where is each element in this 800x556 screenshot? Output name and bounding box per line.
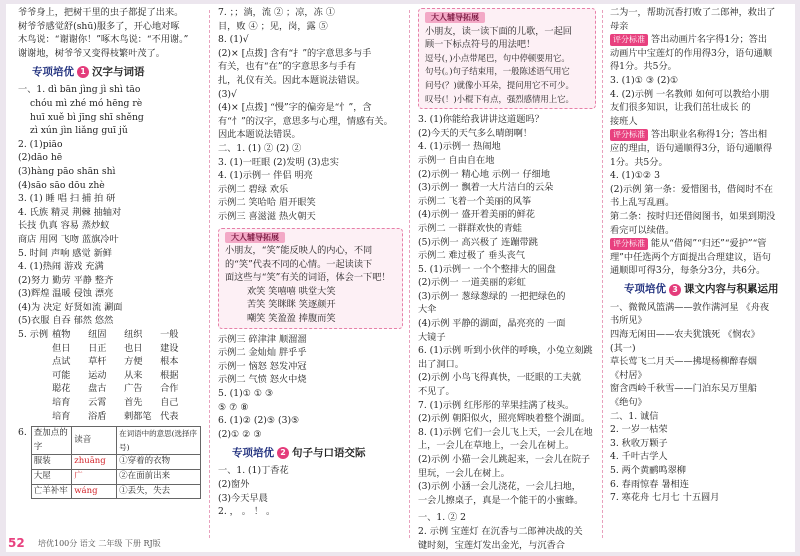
answer-line: 不见了。 xyxy=(418,386,455,398)
section-label: 专项培优 xyxy=(624,283,666,296)
grid-word: 培育 xyxy=(52,397,71,409)
section-label: 专项培优 xyxy=(232,446,274,459)
tutor-extension-box xyxy=(218,228,403,329)
answer-line: 里玩，一会儿在树上。 xyxy=(418,467,510,479)
answer-line: 5. 两个黄鹂鸣翠柳 xyxy=(610,465,686,476)
answer-line: 3. (1)一旺眼 (2)发明 (3)忠实 xyxy=(218,156,339,168)
answer-line: 3. (1)① ③ (2)① xyxy=(610,74,679,86)
answer-line: 2. (1)piāo xyxy=(18,138,63,150)
section-title: 句子与口语交际 xyxy=(292,446,366,459)
answer-line: 一、微微风篮满——敦作满河星 《舟夜 xyxy=(610,301,770,313)
answer-line: (3)hàng pāo shān shì xyxy=(18,165,116,177)
answer-line: 4. (1)①② 3 xyxy=(610,170,660,182)
grid-word: 可能 xyxy=(52,369,71,381)
box-heading: 大人辅导拓展 xyxy=(225,232,285,243)
box-line: 问号(？)就像小耳朵，提问用它不可少。 xyxy=(425,79,574,90)
answer-line: 四海无闲田——农夫犹饿死 《悯农》 xyxy=(610,329,760,341)
column-1 xyxy=(18,6,201,499)
answer-line: 7. ；；淌，流 ② ；凉，冻 ① xyxy=(218,7,335,18)
scoring-line xyxy=(610,128,790,142)
scoring-line: 1分。共5分。 xyxy=(610,156,668,168)
answer-line: 一、1. (1)丁香花 xyxy=(218,465,289,477)
answer-line: 出了洞口。 xyxy=(418,358,464,370)
answer-line: (2)示例一 精心地 示例一 仔细地 xyxy=(418,168,551,180)
answer-line: 示例三 碎津津 顺溜溜 xyxy=(218,333,307,345)
box-heading: 大人辅导拓展 xyxy=(425,12,485,23)
answer-line: (3)辉煌 温暖 侵蚀 漂亮 xyxy=(18,288,114,300)
scoring-text: 答出职业名称得1分；答出相 xyxy=(650,129,768,141)
column-divider xyxy=(602,10,603,538)
answer-line: (4)示例 平静的湖面，晶亮亮的 一面 xyxy=(418,318,566,330)
grid-word: 也日 xyxy=(124,342,143,354)
section-number: 3 xyxy=(669,284,681,296)
table-cell: 服装 xyxy=(31,455,72,470)
answer-line: (2)示例 小鸟飞得真快，一眨眼的工夫就 xyxy=(418,372,581,384)
grid-word: 纽固 xyxy=(88,329,107,341)
pinyin-line: 一、1. dì bān jìng jì shì tāo xyxy=(18,84,141,96)
answer-line: 有“忄”的汉字，意思多与心理，情感有关。 xyxy=(218,115,393,127)
answer-line: 8. (1)√ xyxy=(218,34,249,46)
table-cell: ②在面前出来 xyxy=(117,470,201,485)
grid-word: 但日 xyxy=(52,342,71,354)
table-cell: wáng xyxy=(72,484,117,499)
answer-line: 8. (1)示例 它们一会儿飞上天，一会儿在地 xyxy=(418,426,593,438)
q5-grid xyxy=(52,328,194,423)
grid-word: 首先 xyxy=(124,397,143,409)
answer-line: 示例三 喜滋滋 热火朝天 xyxy=(218,210,316,222)
answer-line: 大伞 xyxy=(418,304,437,316)
section-label: 专项培优 xyxy=(32,65,74,78)
scoring-text: 能从“借阅”“归还”“爱护”“管 xyxy=(650,238,767,250)
answer-page xyxy=(6,4,795,552)
answer-line: 示例二 难过极了 垂头丧气 xyxy=(418,250,525,262)
scoring-line: 动画片中宝莲灯的作用得3分，语句通顺 xyxy=(610,47,773,59)
answer-line: 7. 寒花舟 七月七 十五圆月 xyxy=(610,492,720,504)
box-line: 苦笑 笑眯眯 笑逐颜开 xyxy=(247,299,336,311)
footer-text: 培优100分 语文 二年级 下册 RJ版 xyxy=(38,539,161,548)
grid-word: 建设 xyxy=(160,342,179,354)
pinyin-line: zì xún jìn liǎng guī jǔ xyxy=(30,125,128,137)
box-line: 欢笑 笑嘻嘻 哄堂大笑 xyxy=(247,285,336,297)
answer-line: 二为一，帮助沉香打败了二郎神，救出了 xyxy=(610,7,776,18)
answer-line: (4)为 决定 好贤如流 涮面 xyxy=(18,301,123,313)
pinyin-line: huī xuě bì jīng shī shěng xyxy=(30,111,144,123)
answer-line: (3)示例一 飘着一大片洁白的云朵 xyxy=(418,182,554,194)
column-divider xyxy=(209,10,210,538)
section-title: 课文内容与积累运用 xyxy=(684,283,779,296)
grid-word: 纽织 xyxy=(124,329,143,341)
answer-line: 看完可以续借。 xyxy=(610,224,675,236)
grid-word: 培育 xyxy=(52,410,71,422)
table-cell: 广 xyxy=(72,470,117,485)
answer-line: 2. ， 。 ！ 。 xyxy=(218,506,276,518)
table-header: 查加点的字 xyxy=(31,427,72,455)
answer-line: 3. 秋收万颗子 xyxy=(610,437,668,449)
answer-line: 2. 示例 宝莲灯 在沉香与二郎神决战的关 xyxy=(418,525,583,537)
answer-line: (3)今天早晨 xyxy=(218,492,268,504)
answer-line: (4)sāo sāo dōu zhè xyxy=(18,179,105,191)
box-line: 叹号(！)小棍下有点，强烈感情用上它。 xyxy=(425,93,574,104)
answer-line: 4. (2)示例 一名教师 如何可以教给小朋 xyxy=(610,88,770,100)
answer-line: 6. (1)示例 听到小伙伴的呼唤，小兔立刻跳 xyxy=(418,345,593,357)
answer-line: 二、1. 诚信 xyxy=(610,410,659,422)
answer-line: 键时刻，宝莲灯发出金光，与沉香合 xyxy=(418,539,565,551)
answer-line: (2)今天的天气多么晴朗啊！ xyxy=(418,127,533,139)
answer-line: 5. (1)示例一 一个个整排大的圆盘 xyxy=(418,263,556,275)
answer-line: 母亲 xyxy=(610,20,629,32)
grid-word: 代表 xyxy=(160,410,179,422)
answer-line: (2)× [点拨] 含有“扌”的字意思多与手 xyxy=(218,47,372,59)
pinyin-line: chóu mì zhé mó hēng rè xyxy=(30,97,143,109)
answer-line: 长技 仇真 容易 蒸炒蚁 xyxy=(18,220,110,232)
box-line: 逗号(，)小点带尾巴，句中停顿要用它。 xyxy=(425,52,570,63)
answer-line: 上，一会儿在草地上，一会儿在树上。 xyxy=(418,440,575,452)
column-3 xyxy=(418,6,596,552)
answer-line: (3)示例 小涵一会儿浇花，一会儿扫地， xyxy=(418,481,581,493)
box-line: 小朋友，“笑”能反映人的内心，不同 xyxy=(225,245,373,257)
table-cell: zhuāng xyxy=(72,455,117,470)
answer-line: 6. (1)② (2)⑤ (3)⑤ xyxy=(218,415,300,427)
grid-word: 方便 xyxy=(124,356,143,368)
grid-word: 日正 xyxy=(88,342,107,354)
grid-word: 云霄 xyxy=(88,397,107,409)
answer-line: 《绝句》 xyxy=(610,397,647,409)
grid-word: 广告 xyxy=(124,383,143,395)
text-line: 谢谢地，树爷爷又变得枝繁叶茂了。 xyxy=(18,47,165,59)
scoring-standard-tag: 评分标准 xyxy=(610,238,648,250)
section-header-2 xyxy=(232,445,403,461)
answer-line: 示例二 飞着一个美丽的风筝 xyxy=(418,195,532,207)
column-divider xyxy=(409,10,410,538)
table-cell: 大屋 xyxy=(31,470,72,485)
answer-line: 草长莺飞二月天——拂堤杨柳醉春烟 xyxy=(610,356,757,368)
answer-line: (2)dāo hē xyxy=(18,152,63,164)
answer-line: 示例二 一群群欢快的青蛙 xyxy=(418,222,522,234)
q6-table xyxy=(31,426,201,499)
answer-line: 接班人 xyxy=(610,115,638,127)
answer-line: (2)示例 朝阳似火，照亮辉映着整个湖面。 xyxy=(418,413,591,425)
scoring-line xyxy=(610,237,790,251)
answer-line: 第二条：按时归还借阅图书，如果到期没 xyxy=(610,210,776,222)
section-number: 2 xyxy=(277,447,289,459)
scoring-line: 应的理由，语句通顺得3分，语句通顺得 xyxy=(610,142,773,154)
table-header: 在词语中的意思(选择序号) xyxy=(117,427,201,455)
section-number: 1 xyxy=(77,66,89,78)
answer-line: 书上乱写乱画。 xyxy=(610,197,675,209)
answer-line: 示例一 自由自在地 xyxy=(418,154,495,166)
table-row xyxy=(31,470,200,485)
grid-word: 运动 xyxy=(88,369,107,381)
answer-line: 一会儿擦桌子，真是一个能干的小蜜蜂。 xyxy=(418,494,584,506)
section-header-3 xyxy=(624,282,790,298)
answer-line: 2. 一岁一枯荣 xyxy=(610,424,668,436)
answer-line: 5. 时间 声响 感觉 新鲜 xyxy=(18,247,112,259)
scoring-line xyxy=(610,33,790,47)
scoring-text: 答出动画片名字得1分；答出 xyxy=(650,34,768,46)
answer-line: 示例一 恼怒 怒发冲冠 xyxy=(218,360,307,372)
grid-word: 点试 xyxy=(52,356,71,368)
answer-line: (3)示例一 葱绿葱绿的 一把把绿色的 xyxy=(418,290,566,302)
answer-line: 示例二 碧绿 欢乐 xyxy=(218,183,289,195)
answer-line: (4)示例一 盛开着美丽的鲜花 xyxy=(418,209,535,221)
column-4 xyxy=(610,6,790,505)
box-line: 嘲笑 笑盈盈 捧腹而笑 xyxy=(247,313,336,325)
answer-line: 4. (1)热闹 游戏 充满 xyxy=(18,261,104,273)
page-number: 52 xyxy=(8,536,25,550)
answer-line: ⑤ ⑦ ⑧ xyxy=(218,401,249,413)
answer-line: 书所见》 xyxy=(610,315,647,327)
answer-line: 4. 氏族 精灵 荆棘 抽轴对 xyxy=(18,206,122,218)
grid-word: 盘古 xyxy=(88,383,107,395)
answer-line: 4. (1)示例一 热闹地 xyxy=(418,141,501,153)
grid-word: 剌都笔 xyxy=(124,410,152,422)
answer-line: 6. 春雨惊春 暑相连 xyxy=(610,478,689,490)
grid-word: 植物 xyxy=(52,329,71,341)
answer-line: (5)示例一 高兴极了 连蹦带跳 xyxy=(418,236,538,248)
grid-word: 自己 xyxy=(160,397,179,409)
answer-line: 一、1. ② 2 xyxy=(418,512,467,524)
answer-line: 示例二 笑哈哈 眉开眼笑 xyxy=(218,197,316,209)
answer-line: 4. (1)示例一 伴侣 明亮 xyxy=(218,170,313,182)
answer-line: 扎，礼仪有关。因此本题说法错误。 xyxy=(218,74,365,86)
answer-line: 示例二 金灿灿 胖乎乎 xyxy=(218,347,307,359)
table-cell: ①丢失，失去 xyxy=(117,484,201,499)
answer-line: 3. (1) 睡 唱 扫 捕 拍 研 xyxy=(18,193,116,205)
table-header-row xyxy=(31,427,200,455)
box-line: 面这些与“笑”有关的词语，体会一下吧！ xyxy=(225,272,391,284)
answer-line: 7. (1)示例 红彤彤的苹果挂满了枝头。 xyxy=(418,399,575,411)
text-line: 树爷爷感觉舒(shū)服多了，开心地对啄 xyxy=(18,20,180,32)
answer-line: 友们很多知识，让我们茁壮成长 的 xyxy=(610,102,751,114)
answer-line: (3)√ xyxy=(218,88,237,100)
grid-word: 一般 xyxy=(160,329,179,341)
answer-line: (其一) xyxy=(610,342,636,354)
answer-line: (4)× [点拨] “慢”字的偏旁是“忄”，含 xyxy=(218,102,372,114)
scoring-standard-tag: 评分标准 xyxy=(610,34,648,46)
q6-block xyxy=(18,426,201,499)
box-line: 的“笑”代表不同的心情。一起读读下 xyxy=(225,258,373,270)
answer-line: 大镜子 xyxy=(418,331,446,343)
tutor-extension-box xyxy=(418,8,596,109)
grid-word: 聪花 xyxy=(52,383,71,395)
answer-line: (2)示例 小猫一会儿跳起来，一会儿在院子 xyxy=(418,454,591,465)
box-line: 小朋友，读一读下面的儿歌，一起回 xyxy=(425,25,572,37)
answer-line: 窗含西岭千秋雪——门泊东吴万里船 xyxy=(610,383,757,395)
answer-line: (5)衣服 自吞 郁然 悠然 xyxy=(18,315,114,327)
answer-line: (2)窗外 xyxy=(218,479,250,490)
scoring-line: 理”中任选两个方面提出合理建议，语句 xyxy=(610,251,771,263)
section-header-1 xyxy=(32,64,201,80)
text-line: 爷爷身上，把树干里的虫子都捉了出来。 xyxy=(18,7,184,18)
answer-line: 3. (1)你能给我讲讲这道题吗？ xyxy=(418,114,544,126)
grid-word: 根据 xyxy=(160,369,179,381)
answer-line: 因此本题说法错误。 xyxy=(218,129,301,141)
answer-line: 5. (1)① ① ③ xyxy=(218,388,274,400)
answer-line: (2)① ② ③ xyxy=(218,428,262,440)
q6-label: 6. xyxy=(18,427,27,439)
answer-line: 二、1. (1) ② (2) ② xyxy=(218,142,302,154)
scoring-line: 通顺即可得3分，每条分3分，共6分。 xyxy=(610,265,766,277)
scoring-line: 得1分。共5分。 xyxy=(610,61,677,73)
grid-word: 从来 xyxy=(124,369,143,381)
section-title: 汉字与词语 xyxy=(92,65,145,78)
answer-line: 目，败 ④ ；见，岗，露 ⑤ xyxy=(218,20,328,32)
table-header: 读音 xyxy=(72,427,117,455)
box-line: 句号(。)句子结束用，一般陈述语气用它 xyxy=(425,66,570,77)
table-cell: 亡羊补牢 xyxy=(31,484,72,499)
grid-word: 合作 xyxy=(160,383,179,395)
column-2 xyxy=(218,6,403,519)
answer-line: 有关，也有“在”的字意思多与手有 xyxy=(218,61,357,73)
answer-line: (2)示例 第一条：爱惜图书，借阅时不在 xyxy=(610,183,773,195)
grid-word: 草杆 xyxy=(88,356,107,368)
grid-word: 根本 xyxy=(160,356,179,368)
table-cell: ①穿着的衣物 xyxy=(117,455,201,470)
table-row xyxy=(31,484,200,499)
scoring-standard-tag: 评分标准 xyxy=(610,129,648,141)
q5-block xyxy=(18,328,201,423)
box-line: 顾一下标点符号的用法吧！ xyxy=(425,39,536,51)
answer-line: 商店 用网 飞吻 蓝旗冷叶 xyxy=(18,233,119,245)
answer-line: 4. 千叶古学人 xyxy=(610,451,668,463)
text-line: 木鸟说：“谢谢你！”啄木鸟说：“不用谢。” xyxy=(18,34,189,46)
answer-line: (2)努力 勤劳 平静 整齐 xyxy=(18,274,114,286)
answer-line: 示例二 气愤 怒火中烧 xyxy=(218,374,307,386)
q5-label: 5. 示例 xyxy=(18,329,49,341)
answer-line: (2)示例一 一道美丽的彩虹 xyxy=(418,277,526,289)
table-row xyxy=(31,455,200,470)
grid-word: 浴盾 xyxy=(88,410,107,422)
answer-line: 《村居》 xyxy=(610,369,647,381)
